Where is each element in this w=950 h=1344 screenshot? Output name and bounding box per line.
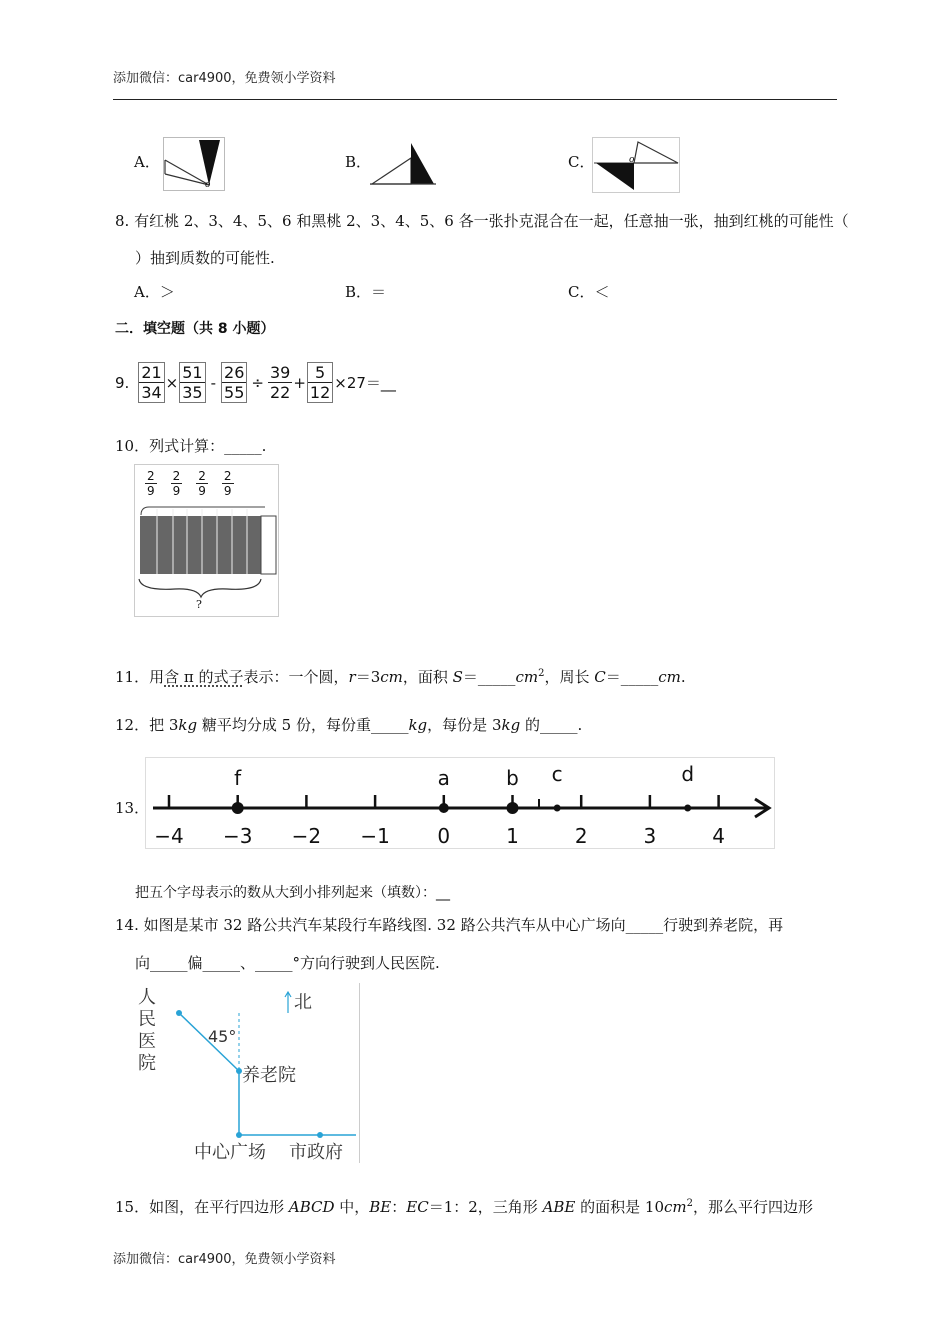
map-nursing-home-label: 养老院 xyxy=(242,1065,296,1086)
q11-emphasis: 含 π 的式子 xyxy=(164,668,244,686)
tick-label: −1 xyxy=(360,824,390,848)
q15-be: BE xyxy=(369,1198,392,1216)
tick-label: −4 xyxy=(154,824,184,848)
point-a xyxy=(439,803,449,813)
q11-cm1: cm xyxy=(380,668,403,686)
q11-line xyxy=(115,664,686,687)
q12-line xyxy=(115,715,582,735)
q15-p6: ，那么平行四边形 xyxy=(693,1198,814,1216)
q10-f4-num: 2 xyxy=(223,469,232,483)
q9-fraction-1 xyxy=(138,362,164,403)
point-label-a: a xyxy=(437,766,450,790)
q15-cm: cm xyxy=(664,1198,687,1216)
point-label-b: b xyxy=(506,766,519,790)
tick-label: 1 xyxy=(506,824,519,848)
q10-question-mark: ? xyxy=(196,598,202,611)
point-c xyxy=(554,805,561,812)
q11-cm2: cm xyxy=(515,668,539,686)
tick-label: 3 xyxy=(643,824,657,848)
q10-fraction-3 xyxy=(196,469,208,498)
q9-fraction-2 xyxy=(179,362,205,403)
map-north-label: 北 xyxy=(294,992,312,1013)
q14-line2: 向_____偏_____、_____°方向行驶到人民医院. xyxy=(135,954,440,972)
q11-S: S xyxy=(452,668,463,686)
q10-f1-den: 9 xyxy=(147,484,155,498)
q11-C: C xyxy=(594,668,606,686)
point-d xyxy=(684,805,691,812)
q7-option-c-figure xyxy=(592,137,680,193)
q11-eq3: ＝_____ xyxy=(605,668,659,686)
q9-times: × xyxy=(165,373,179,392)
q9-fraction-4 xyxy=(268,363,292,402)
q10-f3-den: 9 xyxy=(198,484,206,498)
q10-f3-num: 2 xyxy=(198,469,206,483)
q9-f3-num: 26 xyxy=(224,363,245,382)
q12-kg1: kg xyxy=(178,716,198,734)
q15-p3: ： xyxy=(391,1198,407,1216)
tick-label: 4 xyxy=(712,824,725,848)
q8-option-c: C．＜ xyxy=(568,283,610,301)
q9-f1-num: 21 xyxy=(141,363,162,382)
q8-line1: 8. 有红桃 2、3、4、5、6 和黑桃 2、3、4、5、6 各一张扑克混合在一起，任意抽一张，抽到红桃的可能性（ xyxy=(115,212,849,230)
q15-sup: 2 xyxy=(686,1198,694,1209)
q14-line1: 14. 如图是某市 32 路公共汽车某段行车路线图. 32 路公共汽车从中心广场向_____行驶到养老院，再 xyxy=(115,916,784,934)
q9-f2-den: 35 xyxy=(182,383,203,402)
q8-option-a: A．＞ xyxy=(134,283,175,301)
q9-number: 9. xyxy=(115,373,130,392)
q7-option-b-label: B． xyxy=(345,153,372,171)
q11-p3: 表示：一个圆， xyxy=(243,668,349,686)
q11-eq2: ＝_____ xyxy=(462,668,516,686)
q9-divide: ÷ xyxy=(251,373,264,392)
q10-f2-num: 2 xyxy=(172,469,181,483)
q10-end: . xyxy=(261,437,267,455)
point-f xyxy=(232,802,244,814)
q11-r: r xyxy=(348,668,356,686)
q7-c-o-mark: o xyxy=(629,155,635,165)
q9-fraction-3 xyxy=(221,362,247,403)
q9-f4-num: 39 xyxy=(269,363,291,382)
q10-f4-den: 9 xyxy=(223,484,232,498)
q9-f4-den: 22 xyxy=(269,383,291,402)
q9-tail: ×27＝__ xyxy=(334,374,396,392)
page-footer: 添加微信：car4900，免费领小学资料 xyxy=(113,1252,336,1267)
q7-option-b-figure xyxy=(370,140,438,188)
q10-fraction-4 xyxy=(222,469,234,498)
map-angle-label: 45° xyxy=(208,1027,237,1046)
map-hospital-label: 人民医院 xyxy=(138,987,156,1074)
q10-line xyxy=(115,436,266,456)
q15-p5: 的面积是 10 xyxy=(575,1198,665,1216)
q9-minus: - xyxy=(210,373,217,392)
q10-figure xyxy=(134,464,279,617)
q12-p1: 12．把 3 xyxy=(115,716,179,734)
point-label-c: c xyxy=(551,762,563,786)
q7-option-a-label: A． xyxy=(134,153,160,171)
q11-end: . xyxy=(680,668,686,686)
q8-line2: ）抽到质数的可能性. xyxy=(135,249,275,267)
q10-fractions-row xyxy=(145,469,234,498)
q7-option-c-label: C． xyxy=(568,153,595,171)
q9-fraction-5 xyxy=(307,362,333,403)
tick-label: −3 xyxy=(222,824,253,848)
tick-label: −2 xyxy=(291,824,322,848)
q14-map xyxy=(134,983,360,1163)
point-b xyxy=(507,802,519,814)
map-city-hall-label: 市政府 xyxy=(289,1142,343,1163)
q15-p2: 中， xyxy=(334,1198,370,1216)
q10-fraction-2 xyxy=(171,469,183,498)
q10-text: 10．列式计算： xyxy=(115,437,225,455)
q10-fraction-1 xyxy=(145,469,157,498)
q9-plus: + xyxy=(293,373,306,392)
q9-f5-num: 5 xyxy=(308,363,332,383)
map-center-square-label: 中心广场 xyxy=(194,1142,266,1163)
tick-label: 0 xyxy=(437,824,451,848)
q10-f2-den: 9 xyxy=(172,484,181,498)
q9-f1-den: 34 xyxy=(141,383,162,402)
q13-number-line xyxy=(145,757,775,849)
hospital-point xyxy=(176,1010,182,1016)
q12-kg2: kg xyxy=(408,716,428,734)
q12-p2: 糖平均分成 5 份，每份重_____ xyxy=(197,716,409,734)
q12-p4: 的_____. xyxy=(520,716,583,734)
q15-p1: 15．如图，在平行四边形 xyxy=(115,1198,289,1216)
q9-f3-den: 55 xyxy=(224,383,245,402)
header-rule xyxy=(113,99,837,100)
q15-p4: ＝1：2，三角形 xyxy=(428,1198,543,1216)
q9-f5-den: 12 xyxy=(309,383,331,402)
q11-eq1: ＝3 xyxy=(355,668,381,686)
q15-line xyxy=(115,1194,813,1217)
q9-expression xyxy=(115,362,396,403)
page-header: 添加微信：car4900，免费领小学资料 xyxy=(113,71,336,86)
q7-option-a-figure xyxy=(163,137,225,191)
q13-number: 13． xyxy=(115,799,150,817)
q13-instruction: 把五个字母表示的数从大到小排列起来（填数）：__ xyxy=(135,885,450,901)
q8-option-b: B．＝ xyxy=(345,283,387,301)
q15-ec: EC xyxy=(406,1198,429,1216)
q11-cm3: cm xyxy=(658,668,681,686)
q10-bar-diagram xyxy=(135,503,280,603)
point-label-f: f xyxy=(234,766,242,790)
section-2-title: 二．填空题（共 8 小题） xyxy=(115,321,275,337)
point-label-d: d xyxy=(681,762,695,786)
q12-p3: ，每份是 3 xyxy=(427,716,502,734)
q11-p1: 11．用 xyxy=(115,668,165,686)
q15-abe: ABE xyxy=(542,1198,576,1216)
q10-f1-num: 2 xyxy=(147,469,155,483)
q11-p4: ，面积 xyxy=(402,668,453,686)
q11-sup2: 2 xyxy=(538,668,545,679)
q12-kg3: kg xyxy=(501,716,521,734)
q10-blank: _____ xyxy=(224,437,262,455)
q9-f2-num: 51 xyxy=(182,363,203,382)
q15-abcd: ABCD xyxy=(288,1198,335,1216)
q11-p5: ，周长 xyxy=(544,668,595,686)
tick-label: 2 xyxy=(574,824,588,848)
q7-a-o-mark: o xyxy=(205,180,211,190)
